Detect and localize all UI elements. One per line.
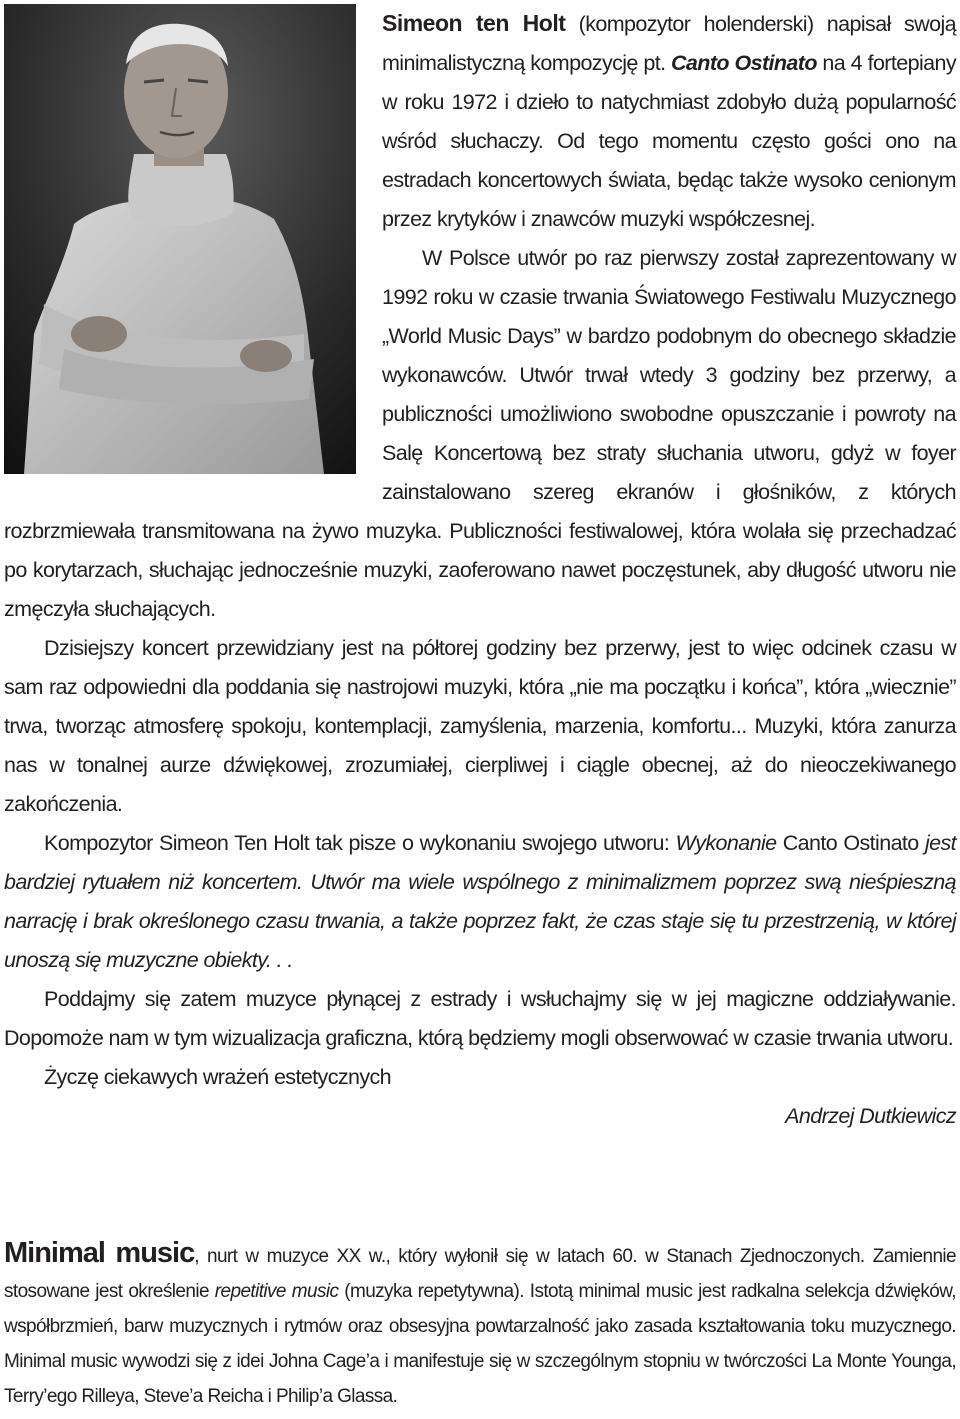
definition-text-1: , nurt w muzyce XX w., który wyłonił się w latach 60. w Stanach Zjednoczonych. Zamiennie stosowane jest określenie [4,1246,956,1302]
signature: Andrzej Dutkiewicz [785,1104,956,1128]
intro-text-1: (kompozytor holenderski) napisał swoją minimalistyczną kompozycję pt. [382,12,956,75]
quote-title: Canto Ostinato [776,831,925,855]
composer-name: Simeon ten Holt [382,10,566,36]
paragraph-concert: Dzisiejszy koncert przewidziany jest na półtorej godziny bez przerwy, jest to więc odcinek czasu w sam raz odpowiedni dla poddania się nastrojowi muzyki, która „nie ma początku i końca”, która „wiecznie” trwa, tworząc atmosferę spokoju, kontemplacji, zamyślenia, marzenia, komfortu... Muzyki, która zanurza nas w tonalnej aurze dźwiękowej, zrozumiałej, cierpliwej i ciągle obecnej, aż do nieoczekiwanego zakończenia. [4,636,956,816]
paragraph-wishes: Życzę ciekawych wrażeń estetycznych [44,1065,392,1089]
definition-minimal-music [4,1236,956,1414]
intro-text-2: na 4 fortepiany w roku 1972 i dzieło to natychmiast zdobyło dużą popularność wśród słuchaczy. Od tego momentu często gości ono na estradach koncertowych świata, będąc także wysoko cenionym przez krytyków i znawców muzyki współczesnej. [382,51,956,231]
definition-text-2: (muzyka repetytywna). Istotą minimal music jest radkalna selekcja dźwięków, współbrzmień, barw muzycznych i rytmów oraz obsesyjna powtarzalność jako zasada kształtowania toku muzycznego. Minimal music wywodzi się z idei Johna Cage’a i manifestuje się w szczególnym stopniu w twórczości La Monte Younga, Terry’ego Rilleya, Steve’a Reicha i Philip’a Glassa. [4,1281,956,1407]
work-title: Canto Ostinato [671,51,817,75]
quote-intro: Kompozytor Simeon Ten Holt tak pisze o wykonaniu swojego utworu: [44,831,676,855]
intro-paragraph [4,0,956,1136]
quote-text: jest bardziej rytuałem niż koncertem. Utwór ma wiele wspólnego z minimalizmem poprzez swą nieśpieszną narrację i brak określonego czasu trwania, a także poprzez fakt, że czas staje się tu przestrzenią, w której unoszą się muzyczne obiekty. . . [4,831,956,972]
photo-float-spacer [4,4,382,482]
paragraph-premiere: W Polsce utwór po raz pierwszy został zaprezentowany w 1992 roku w czasie trwania Światowego Festiwalu Muzycznego „World Music Days” w bardzo podobnym do obecnego składzie wykonawców. Utwór trwał wtedy 3 godziny bez przerwy, a publiczności umożliwiono swobodne opuszczanie i powroty na Salę Koncertową bez straty słuchania utworu, gdyż w foyer zainstalowano szereg ekranów i głośników, z których rozbrzmiewała transmitowana na żywo muzyka. Publiczności festiwalowej, która wolała się przechadzać po korytarzach, słuchając jednocześnie muzyki, zaoferowano nawet poczęstunek, aby długość utworu nie zmęczyła słuchających. [4,246,956,621]
article-body [4,0,956,1136]
definition-alt-term: repetitive music [214,1281,339,1302]
paragraph-quote [4,824,956,980]
definition-term: Minimal music [4,1237,195,1269]
paragraph-invitation: Poddajmy się zatem muzyce płynącej z estrady i wsłuchajmy się w jej magiczne oddziaływanie. Dopomoże nam w tym wizualizacja graficzna, którą będziemy mogli obserwować w czasie trwania utworu. [4,987,956,1050]
quote-word: Wykonanie [675,831,777,855]
